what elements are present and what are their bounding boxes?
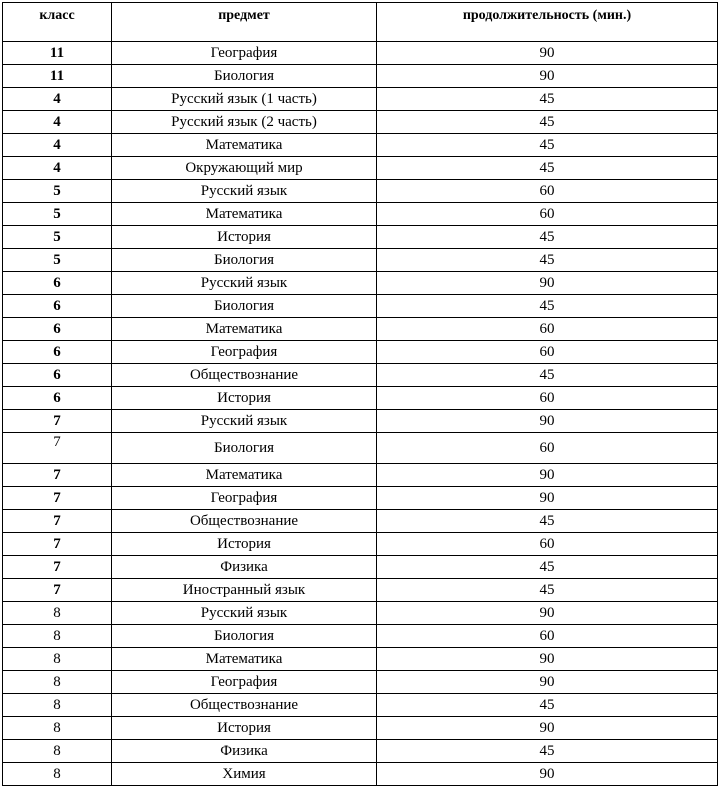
class-cell: 6 <box>3 295 112 318</box>
subject-cell: Иностранный язык <box>112 579 377 602</box>
table-row <box>3 533 718 556</box>
subject-cell: Математика <box>112 648 377 671</box>
class-cell: 7 <box>3 433 112 464</box>
class-cell: 8 <box>3 625 112 648</box>
table-row <box>3 763 718 786</box>
class-cell: 6 <box>3 387 112 410</box>
header-subject: предмет <box>112 3 377 42</box>
table-row <box>3 157 718 180</box>
duration-cell: 90 <box>377 648 718 671</box>
class-cell: 7 <box>3 556 112 579</box>
subject-cell: География <box>112 671 377 694</box>
table-row <box>3 226 718 249</box>
duration-cell: 45 <box>377 556 718 579</box>
table-row <box>3 42 718 65</box>
header-row <box>3 3 718 42</box>
duration-cell: 45 <box>377 740 718 763</box>
duration-cell: 45 <box>377 249 718 272</box>
duration-cell: 90 <box>377 602 718 625</box>
duration-cell: 90 <box>377 487 718 510</box>
class-cell: 11 <box>3 65 112 88</box>
class-cell: 6 <box>3 272 112 295</box>
table-row <box>3 65 718 88</box>
subject-cell: Математика <box>112 318 377 341</box>
table-row <box>3 410 718 433</box>
table-row <box>3 272 718 295</box>
class-cell: 8 <box>3 717 112 740</box>
table-row <box>3 487 718 510</box>
class-cell: 7 <box>3 410 112 433</box>
exam-schedule-table <box>2 2 718 786</box>
duration-cell: 60 <box>377 533 718 556</box>
duration-cell: 90 <box>377 42 718 65</box>
duration-cell: 45 <box>377 111 718 134</box>
subject-cell: Биология <box>112 249 377 272</box>
class-cell: 4 <box>3 157 112 180</box>
duration-cell: 60 <box>377 318 718 341</box>
subject-cell: Русский язык <box>112 602 377 625</box>
duration-cell: 90 <box>377 671 718 694</box>
table-row <box>3 387 718 410</box>
subject-cell: Физика <box>112 740 377 763</box>
subject-cell: Русский язык <box>112 180 377 203</box>
class-cell: 8 <box>3 671 112 694</box>
subject-cell: Биология <box>112 65 377 88</box>
table-row <box>3 203 718 226</box>
subject-cell: История <box>112 387 377 410</box>
table-row <box>3 111 718 134</box>
duration-cell: 60 <box>377 433 718 464</box>
subject-cell: Биология <box>112 295 377 318</box>
duration-cell: 60 <box>377 625 718 648</box>
duration-cell: 45 <box>377 694 718 717</box>
class-cell: 8 <box>3 648 112 671</box>
duration-cell: 60 <box>377 387 718 410</box>
class-cell: 7 <box>3 510 112 533</box>
subject-cell: География <box>112 42 377 65</box>
duration-cell: 60 <box>377 203 718 226</box>
duration-cell: 45 <box>377 226 718 249</box>
duration-cell: 45 <box>377 510 718 533</box>
table-row <box>3 180 718 203</box>
table-row <box>3 510 718 533</box>
subject-cell: Окружающий мир <box>112 157 377 180</box>
class-cell: 4 <box>3 88 112 111</box>
table-row <box>3 579 718 602</box>
duration-cell: 45 <box>377 579 718 602</box>
table-row <box>3 433 718 464</box>
header-class: класс <box>3 3 112 42</box>
duration-cell: 90 <box>377 717 718 740</box>
subject-cell: Русский язык <box>112 272 377 295</box>
subject-cell: Математика <box>112 134 377 157</box>
class-cell: 7 <box>3 579 112 602</box>
table-row <box>3 625 718 648</box>
table-row <box>3 694 718 717</box>
class-cell: 7 <box>3 464 112 487</box>
subject-cell: Математика <box>112 203 377 226</box>
table-row <box>3 717 718 740</box>
table-row <box>3 295 718 318</box>
class-cell: 6 <box>3 318 112 341</box>
table-row <box>3 341 718 364</box>
duration-cell: 60 <box>377 341 718 364</box>
duration-cell: 45 <box>377 157 718 180</box>
table-row <box>3 740 718 763</box>
class-cell: 8 <box>3 694 112 717</box>
class-cell: 5 <box>3 226 112 249</box>
table-row <box>3 134 718 157</box>
subject-cell: Русский язык (1 часть) <box>112 88 377 111</box>
duration-cell: 90 <box>377 464 718 487</box>
class-cell: 7 <box>3 487 112 510</box>
subject-cell: Биология <box>112 625 377 648</box>
class-cell: 11 <box>3 42 112 65</box>
class-cell: 6 <box>3 364 112 387</box>
class-cell: 7 <box>3 533 112 556</box>
duration-cell: 45 <box>377 364 718 387</box>
table-row <box>3 249 718 272</box>
subject-cell: Биология <box>112 433 377 464</box>
class-cell: 6 <box>3 341 112 364</box>
table-body <box>3 42 718 786</box>
subject-cell: География <box>112 487 377 510</box>
class-cell: 5 <box>3 203 112 226</box>
duration-cell: 90 <box>377 65 718 88</box>
subject-cell: История <box>112 533 377 556</box>
duration-cell: 90 <box>377 272 718 295</box>
subject-cell: Физика <box>112 556 377 579</box>
subject-cell: Русский язык (2 часть) <box>112 111 377 134</box>
subject-cell: Математика <box>112 464 377 487</box>
class-cell: 8 <box>3 763 112 786</box>
header-duration: продолжительность (мин.) <box>377 3 718 42</box>
class-cell: 8 <box>3 740 112 763</box>
table-row <box>3 464 718 487</box>
duration-cell: 45 <box>377 295 718 318</box>
class-cell: 4 <box>3 111 112 134</box>
class-cell: 5 <box>3 180 112 203</box>
subject-cell: История <box>112 717 377 740</box>
table-row <box>3 88 718 111</box>
duration-cell: 45 <box>377 88 718 111</box>
class-cell: 8 <box>3 602 112 625</box>
subject-cell: Химия <box>112 763 377 786</box>
subject-cell: Обществознание <box>112 694 377 717</box>
table-row <box>3 602 718 625</box>
table-row <box>3 364 718 387</box>
duration-cell: 90 <box>377 410 718 433</box>
table-row <box>3 556 718 579</box>
table-row <box>3 648 718 671</box>
class-cell: 5 <box>3 249 112 272</box>
subject-cell: История <box>112 226 377 249</box>
subject-cell: Обществознание <box>112 510 377 533</box>
duration-cell: 90 <box>377 763 718 786</box>
duration-cell: 60 <box>377 180 718 203</box>
duration-cell: 45 <box>377 134 718 157</box>
table-row <box>3 318 718 341</box>
table-row <box>3 671 718 694</box>
subject-cell: Русский язык <box>112 410 377 433</box>
class-cell: 4 <box>3 134 112 157</box>
subject-cell: География <box>112 341 377 364</box>
subject-cell: Обществознание <box>112 364 377 387</box>
